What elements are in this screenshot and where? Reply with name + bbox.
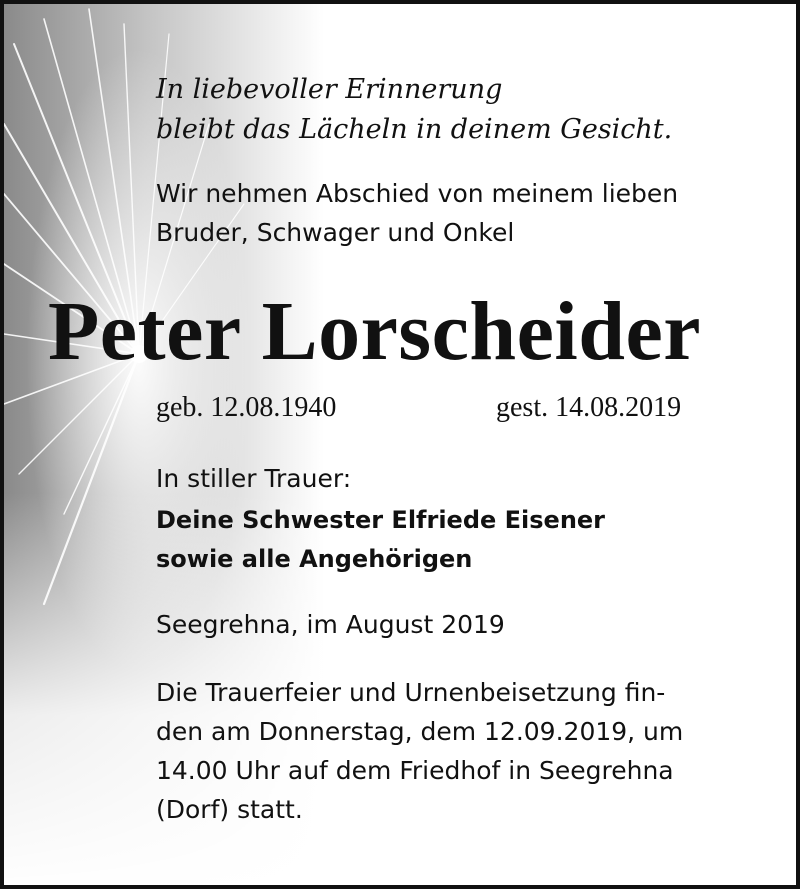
deceased-name: Peter Lorscheider (48, 285, 702, 378)
mourners-line-1: Deine Schwester Elfriede Eisener (156, 506, 606, 534)
birth-date: geb. 12.08.1940 (156, 392, 337, 423)
ceremony-text-line-2: den am Donnerstag, dem 12.09.2019, um (156, 717, 684, 746)
mourners-intro: In stiller Trauer: (156, 464, 352, 493)
place-and-date: Seegrehna, im August 2019 (156, 610, 505, 639)
memorial-quote-line-2: bleibt das Lächeln in deinem Gesicht. (156, 114, 673, 145)
farewell-text-line-2: Bruder, Schwager und Onkel (156, 218, 515, 247)
ceremony-text-line-4: (Dorf) statt. (156, 795, 303, 824)
mourners-line-2: sowie alle Angehörigen (156, 545, 473, 573)
memorial-quote-line-1: In liebevoller Erinnerung (156, 74, 503, 105)
death-date: gest. 14.08.2019 (496, 392, 682, 423)
ceremony-text-line-1: Die Trauerfeier und Urnenbeisetzung fin- (156, 678, 666, 707)
ceremony-text-line-3: 14.00 Uhr auf dem Friedhof in Seegrehna (156, 756, 674, 785)
farewell-text-line-1: Wir nehmen Abschied von meinem lieben (156, 179, 679, 208)
